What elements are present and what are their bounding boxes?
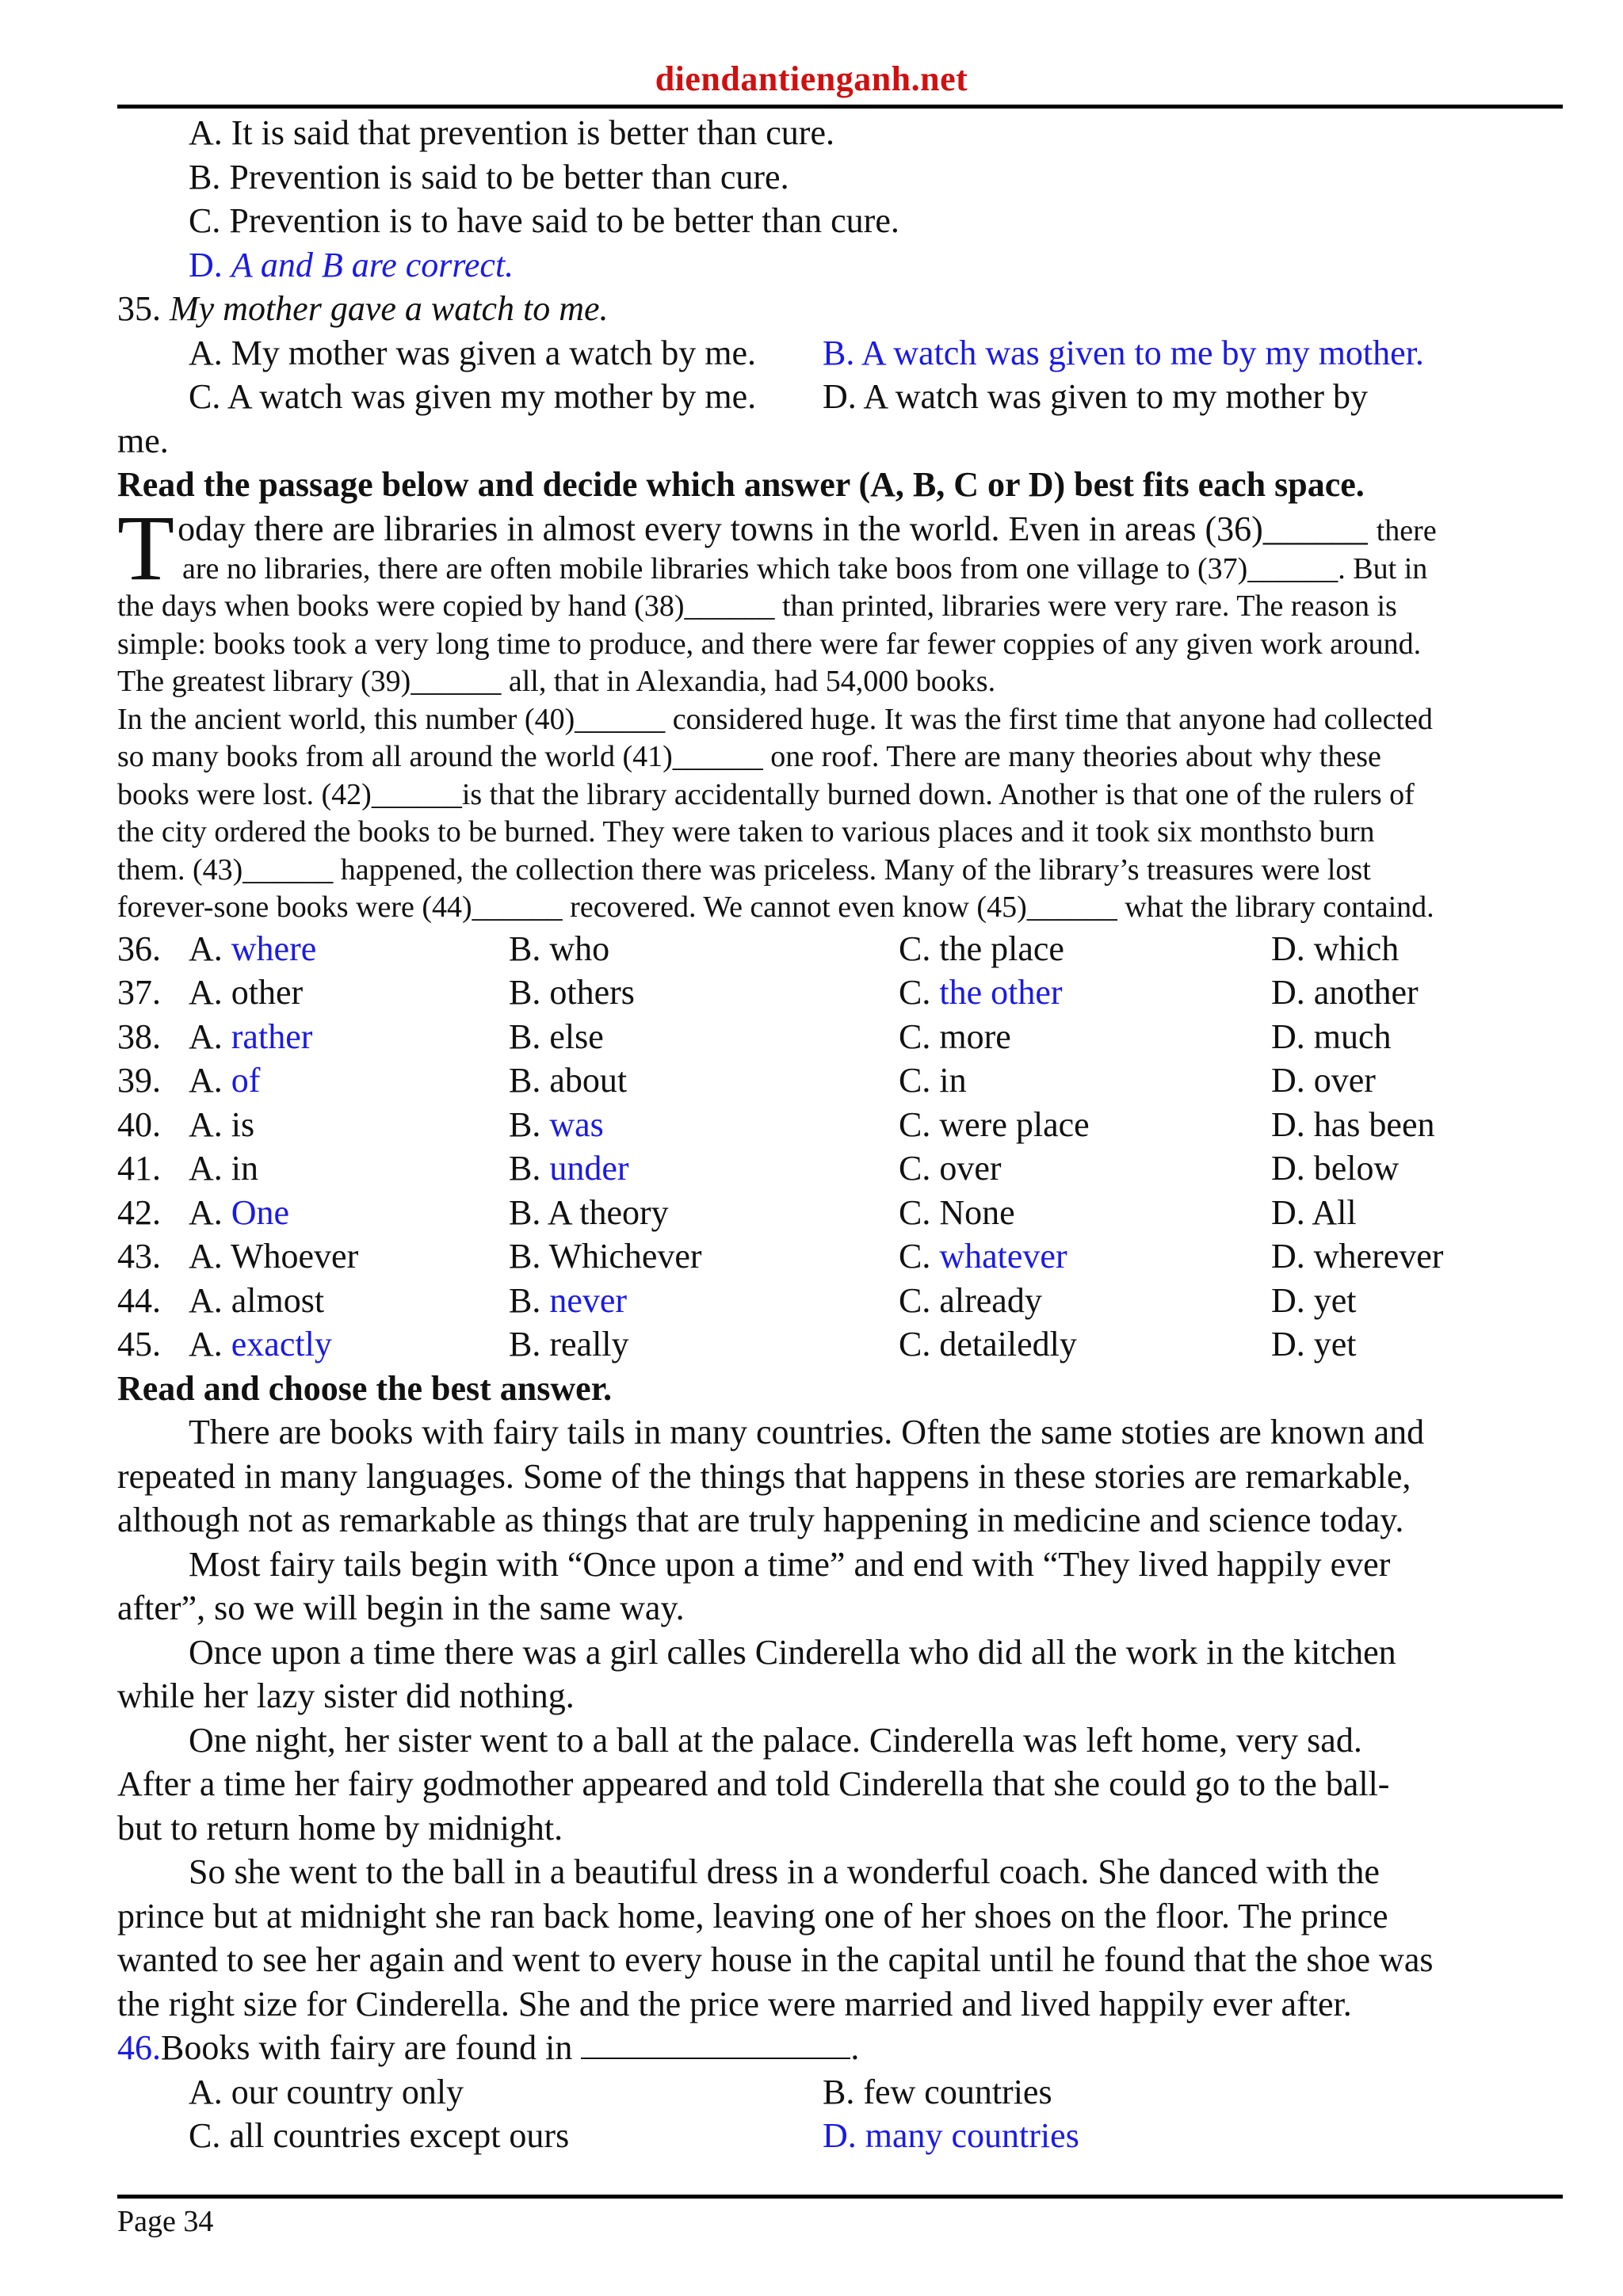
option-text: Whichever	[548, 1237, 702, 1276]
q35-option-d: D. A watch was given to my mother by	[823, 377, 1369, 416]
option-letter: C.	[899, 1280, 940, 1320]
option-c	[899, 1146, 1271, 1191]
q46-option-a: A. our country only	[189, 2072, 464, 2111]
q34-option-a: A. It is said that prevention is better than cure.	[189, 113, 834, 152]
option-row	[117, 1058, 1563, 1103]
q46-blank	[581, 2029, 850, 2059]
option-row	[117, 1279, 1563, 1323]
option-b	[509, 1279, 899, 1323]
story-line: There are books with fairy tails in many countries. Often the same stoties are known and	[189, 1413, 1425, 1451]
option-letter: B.	[509, 929, 550, 968]
option-a	[189, 1191, 509, 1235]
section2-instruction: Read and choose the best answer.	[117, 1368, 613, 1408]
option-text: D. below	[1271, 1149, 1400, 1188]
option-letter: A.	[189, 1325, 231, 1363]
q35-option-b-answer: B. A watch was given to me by my mother.	[823, 333, 1424, 372]
passage-line-1: oday there are libraries in almost every towns in the world. Even in areas (36)______	[178, 509, 1368, 548]
option-letter: B.	[509, 1237, 549, 1276]
q34-option-b: B. Prevention is said to be better than cure.	[189, 157, 789, 196]
story-line: although not as remarkable as things that are truly happening in medicine and science today.	[117, 1501, 1404, 1539]
q46-option-d-answer: D. many countries	[823, 2116, 1079, 2155]
option-letter: B.	[509, 1104, 550, 1144]
q46-stem: Books with fairy are found in	[161, 2028, 573, 2067]
question-number: 36.	[117, 929, 161, 968]
q34-answer-letter: D.	[189, 245, 223, 284]
option-a	[189, 1058, 509, 1103]
q35-option-c: C. A watch was given my mother by me.	[189, 377, 757, 416]
option-text: None	[939, 1192, 1015, 1232]
option-text: D. over	[1271, 1061, 1376, 1100]
option-text: whatever	[939, 1237, 1067, 1276]
q46-number: 46.	[117, 2028, 161, 2067]
q46-row-2	[117, 2114, 1563, 2158]
option-c	[899, 1234, 1271, 1279]
option-b	[509, 1146, 899, 1191]
option-letter: B.	[509, 1325, 550, 1363]
option-a	[189, 1234, 509, 1279]
story-line: prince but at midnight she ran back home, leaving one of her shoes on the floor. The prince	[117, 1896, 1388, 1936]
option-row	[117, 927, 1563, 971]
option-number	[117, 1058, 189, 1103]
option-a	[189, 1015, 509, 1059]
option-text: really	[549, 1325, 629, 1363]
option-letter: B.	[509, 1280, 550, 1320]
option-text: of	[231, 1061, 261, 1100]
question-number: 37.	[117, 973, 161, 1012]
option-text: the other	[939, 973, 1063, 1012]
question-number: 38.	[117, 1016, 161, 1056]
option-number	[117, 927, 189, 971]
option-text: D. yet	[1271, 1325, 1357, 1363]
option-letter: A.	[189, 1016, 231, 1056]
page-content	[117, 111, 1563, 2158]
option-row	[117, 1146, 1563, 1191]
option-c	[899, 1058, 1271, 1103]
option-text: detailedly	[939, 1325, 1077, 1363]
q46-row-1	[117, 2070, 1563, 2115]
option-d	[1271, 1279, 1357, 1323]
option-text: over	[939, 1149, 1002, 1188]
option-b	[509, 1015, 899, 1059]
option-letter: A.	[189, 1061, 231, 1100]
option-letter: B.	[509, 1061, 550, 1100]
option-text: already	[939, 1280, 1042, 1320]
option-text: were place	[939, 1104, 1090, 1144]
option-c	[899, 927, 1271, 971]
passage-line: so many books from all around the world (41)______ one roof. There are many theories about why these	[117, 740, 1381, 773]
option-text: Whoever	[230, 1237, 359, 1276]
option-a	[189, 971, 509, 1015]
option-text: D. yet	[1271, 1280, 1357, 1320]
passage-line: the days when books were copied by hand (38)______ than printed, libraries were very rare. The reason is	[117, 589, 1397, 623]
option-number	[117, 1234, 189, 1279]
option-letter: C.	[899, 1061, 940, 1100]
option-c	[899, 971, 1271, 1015]
footer-rule	[117, 2195, 1563, 2199]
story-line: One night, her sister went to a ball at the palace. Cinderella was left home, very sad.	[189, 1720, 1362, 1760]
question-number: 43.	[117, 1237, 161, 1276]
question-number: 41.	[117, 1149, 161, 1188]
option-text: who	[549, 929, 610, 968]
option-letter: A.	[189, 1237, 231, 1276]
q46-question	[117, 2026, 1563, 2070]
option-text: rather	[231, 1016, 313, 1056]
passage-line: the city ordered the books to be burned. They were taken to various places and it took six monthsto burn	[117, 815, 1375, 849]
option-text: others	[549, 973, 635, 1012]
q35-option-a: A. My mother was given a watch by me.	[189, 333, 757, 372]
option-row	[117, 1191, 1563, 1235]
option-letter: C.	[899, 1149, 940, 1188]
site-header[interactable]: diendantienganh.net	[655, 59, 968, 98]
option-letter: C.	[899, 1192, 940, 1232]
question-number: 44.	[117, 1280, 161, 1320]
option-a	[189, 1322, 509, 1367]
option-row	[117, 1322, 1563, 1367]
option-letter: A.	[189, 1280, 231, 1320]
option-letter: C.	[899, 929, 940, 968]
option-d	[1271, 927, 1399, 971]
option-text: D. another	[1271, 973, 1419, 1012]
option-b	[509, 1322, 899, 1367]
option-d	[1271, 1234, 1443, 1279]
option-c	[899, 1103, 1271, 1147]
question-number: 42.	[117, 1192, 161, 1232]
option-text: One	[231, 1192, 290, 1232]
option-text: was	[549, 1104, 604, 1144]
option-text: under	[549, 1149, 629, 1188]
option-d	[1271, 1322, 1357, 1367]
option-row	[117, 971, 1563, 1015]
story-line: So she went to the ball in a beautiful dress in a wonderful coach. She danced with the	[189, 1852, 1380, 1891]
option-text: other	[231, 973, 304, 1012]
question-number: 39.	[117, 1061, 161, 1100]
option-c	[899, 1191, 1271, 1235]
option-text: D. has been	[1271, 1104, 1435, 1144]
option-text: almost	[231, 1280, 325, 1320]
option-a	[189, 1103, 509, 1147]
q46-option-b: B. few countries	[823, 2072, 1052, 2111]
option-text: D. wherever	[1271, 1237, 1444, 1276]
option-letter: B.	[509, 1016, 550, 1056]
option-d	[1271, 1146, 1399, 1191]
passage-drop-cap: T	[117, 495, 175, 600]
option-text: D. All	[1271, 1192, 1357, 1232]
option-row	[117, 1103, 1563, 1147]
option-d	[1271, 1058, 1376, 1103]
passage-line: are no libraries, there are often mobile libraries which take boos from one village to (37)______. But in	[182, 551, 1428, 585]
q35-row-1	[117, 331, 1563, 376]
story-line: while her lazy sister did nothing.	[117, 1676, 575, 1715]
story-line: the right size for Cinderella. She and the price were married and lived happily ever after.	[117, 1984, 1352, 2023]
option-letter: A.	[189, 929, 231, 968]
story-line: but to return home by midnight.	[117, 1808, 563, 1848]
q46-stem-end: .	[850, 2028, 860, 2067]
option-a	[189, 927, 509, 971]
option-text: never	[549, 1280, 628, 1320]
option-letter: C.	[899, 973, 940, 1012]
option-letter: C.	[899, 1016, 940, 1056]
option-number	[117, 1015, 189, 1059]
option-text: A theory	[547, 1192, 669, 1232]
option-b	[509, 971, 899, 1015]
q35-option-d-continued: me.	[117, 421, 169, 460]
header-rule	[117, 105, 1563, 109]
option-text: else	[549, 1016, 604, 1056]
option-b	[509, 927, 899, 971]
passage-line: them. (43)______ happened, the collection there was priceless. Many of the library’s treasures were lost	[117, 852, 1371, 887]
story-line: Once upon a time there was a girl calles Cinderella who did all the work in the kitchen	[189, 1632, 1396, 1672]
option-b	[509, 1234, 899, 1279]
option-number	[117, 1322, 189, 1367]
q46-option-c: C. all countries except ours	[189, 2116, 570, 2155]
option-number	[117, 971, 189, 1015]
option-text: D. much	[1271, 1016, 1392, 1056]
option-letter: A.	[189, 1149, 231, 1188]
passage-line-1-tail: there	[1376, 513, 1437, 547]
story-line: wanted to see her again and went to every house in the capital until he found that the shoe was	[117, 1940, 1434, 1979]
option-number	[117, 1146, 189, 1191]
passage-line: The greatest library (39)______ all, that in Alexandia, had 54,000 books.	[117, 665, 996, 698]
story-line: After a time her fairy godmother appeared and told Cinderella that she could go to the ball-	[117, 1764, 1390, 1803]
option-c	[899, 1322, 1271, 1367]
option-letter: C.	[899, 1104, 940, 1144]
q34-option-c: C. Prevention is to have said to be better than cure.	[189, 201, 899, 240]
option-a	[189, 1279, 509, 1323]
option-number	[117, 1279, 189, 1323]
option-text: exactly	[231, 1325, 332, 1363]
option-letter: A.	[189, 1104, 231, 1144]
option-number	[117, 1103, 189, 1147]
q34-answer-text: A and B are correct.	[231, 245, 514, 284]
option-d	[1271, 1191, 1357, 1235]
story-line: after”, so we will begin in the same way.	[117, 1589, 685, 1627]
option-d	[1271, 1103, 1435, 1147]
option-c	[899, 1015, 1271, 1059]
option-text: D. which	[1271, 929, 1400, 968]
story-line: Most fairy tails begin with “Once upon a time” and end with “They lived happily ever	[189, 1544, 1391, 1584]
question-number: 45.	[117, 1325, 161, 1363]
option-a	[189, 1146, 509, 1191]
q35-number: 35.	[117, 289, 161, 328]
option-b	[509, 1103, 899, 1147]
option-row	[117, 1234, 1563, 1279]
story-line: repeated in many languages. Some of the things that happens in these stories are remarkable,	[117, 1456, 1411, 1496]
option-row	[117, 1015, 1563, 1059]
option-text: the place	[939, 929, 1064, 968]
option-letter: B.	[509, 1192, 548, 1232]
answer-options-table	[117, 927, 1563, 1367]
option-b	[509, 1058, 899, 1103]
option-letter: B.	[509, 1149, 550, 1188]
passage-line: simple: books took a very long time to produce, and there were far fewer coppies of any given work around.	[117, 627, 1422, 661]
passage-line: books were lost. (42)______is that the library accidentally burned down. Another is that one of the rulers of	[117, 777, 1415, 811]
option-b	[509, 1191, 899, 1235]
option-text: more	[939, 1016, 1011, 1056]
option-text: in	[231, 1149, 259, 1188]
option-letter: A.	[189, 1192, 231, 1232]
page-number: Page 34	[117, 2205, 214, 2238]
option-number	[117, 1191, 189, 1235]
q35-question	[117, 287, 1563, 331]
option-c	[899, 1279, 1271, 1323]
option-letter: A.	[189, 973, 231, 1012]
option-letter: C.	[899, 1237, 940, 1276]
option-letter: B.	[509, 973, 550, 1012]
option-text: is	[231, 1104, 255, 1144]
question-number: 40.	[117, 1104, 161, 1144]
option-d	[1271, 971, 1419, 1015]
q35-row-2	[117, 375, 1563, 419]
option-text: in	[939, 1061, 967, 1100]
passage-line: In the ancient world, this number (40)______ considered huge. It was the first time that anyone had collected	[117, 702, 1433, 736]
option-text: about	[549, 1061, 628, 1100]
q34-option-d-answer	[117, 243, 1563, 288]
q35-stem: My mother gave a watch to me.	[170, 289, 609, 328]
section1-instruction: Read the passage below and decide which answer (A, B, C or D) best fits each space.	[117, 465, 1365, 504]
option-letter: C.	[899, 1325, 940, 1363]
reading-passage	[117, 495, 1563, 927]
fairy-tale-passage	[117, 1410, 1563, 2026]
option-d	[1271, 1015, 1392, 1059]
passage-line: forever-sone books were (44)______ recovered. We cannot even know (45)______ what the library containd.	[117, 891, 1434, 924]
option-text: where	[231, 929, 317, 968]
